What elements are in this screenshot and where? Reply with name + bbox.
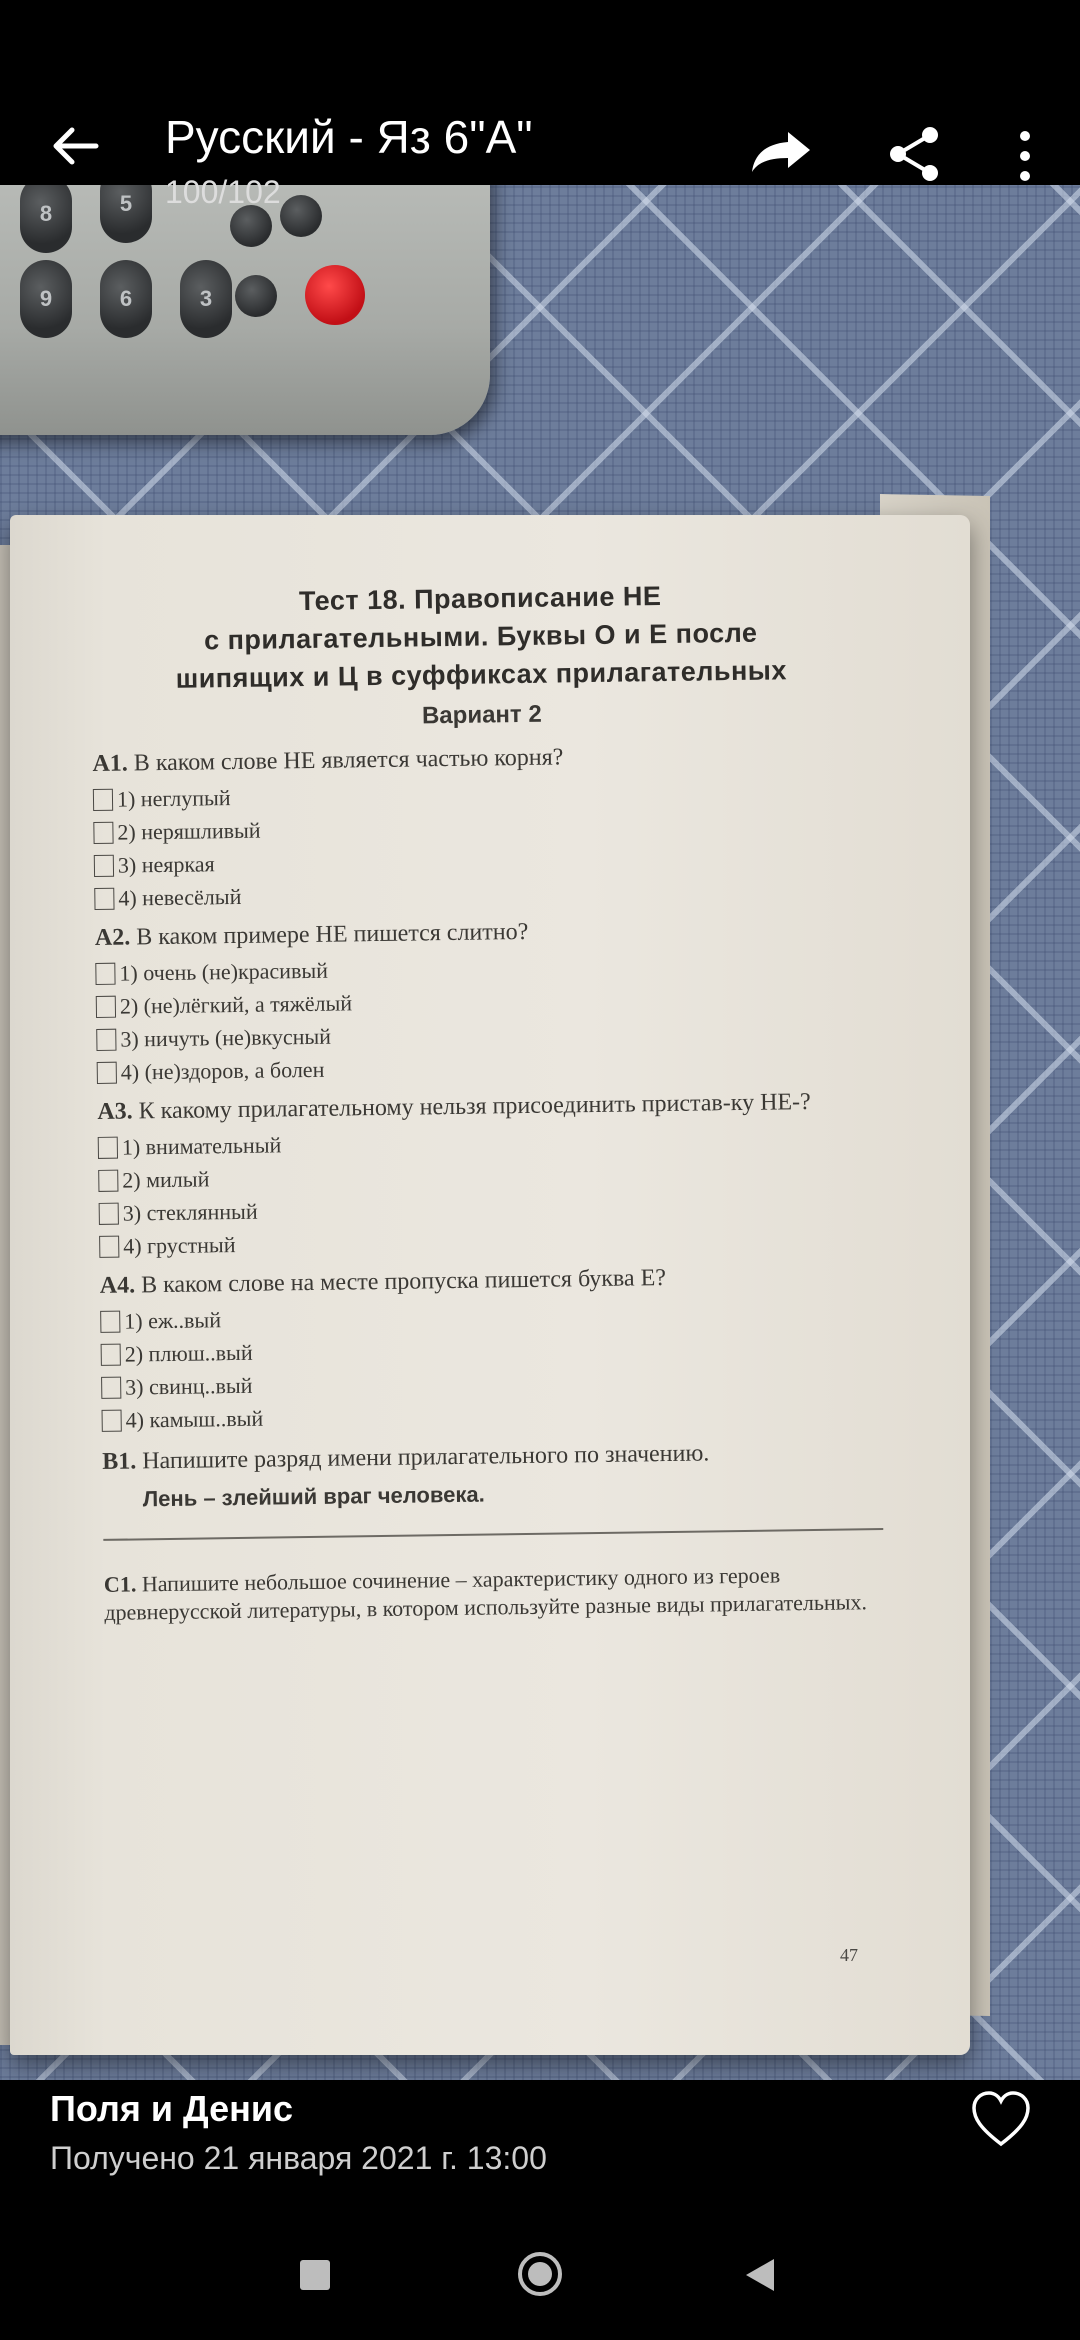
image-counter: 100/102 (165, 174, 281, 210)
share-icon[interactable] (888, 126, 940, 182)
answer-option[interactable]: 2) неряшливый (93, 805, 873, 849)
question-id: A3. (97, 1098, 133, 1125)
question-text: В каком слове НЕ является частью корня? (133, 744, 564, 777)
answer-option[interactable]: 1) еж..вый (100, 1294, 880, 1338)
question-text: Напишите разряд имени прилагательного по значению. (142, 1440, 710, 1475)
home-button[interactable] (516, 2250, 564, 2298)
checkbox[interactable] (102, 1409, 122, 1431)
checkbox[interactable] (99, 1235, 119, 1257)
checkbox[interactable] (93, 821, 113, 843)
answer-option[interactable]: 1) очень (не)красивый (95, 946, 875, 990)
question-id: B1. (102, 1448, 137, 1475)
checkbox[interactable] (99, 1202, 119, 1224)
test-title (90, 574, 872, 699)
checkbox[interactable] (94, 854, 114, 876)
question-id: A2. (94, 924, 131, 951)
chat-title: Русский - Яз 6"А" (165, 111, 533, 163)
question-c1 (104, 1560, 885, 1627)
answer-option[interactable]: 2) милый (98, 1153, 878, 1197)
remote-control (0, 185, 490, 435)
checkbox[interactable] (95, 962, 115, 984)
question-text: В каком примере НЕ пишется слитно? (136, 918, 529, 951)
page-number: 47 (840, 1945, 858, 1965)
remote-red-button (305, 265, 365, 325)
checkbox[interactable] (101, 1376, 121, 1398)
answer-option[interactable]: 4) камыш..вый (101, 1393, 881, 1437)
question-id: C1. (103, 1570, 137, 1597)
answer-option[interactable]: 3) свинц..вый (101, 1360, 881, 1404)
remote-key: 8 (20, 185, 72, 253)
question-text: К какому прилагательному нельзя присоединить пристав-ку НЕ-? (138, 1088, 811, 1125)
variant-label: Вариант 2 (421, 700, 542, 730)
checkbox[interactable] (96, 1028, 116, 1050)
answer-option[interactable]: 3) неяркая (94, 838, 874, 882)
remote-key: 3 (180, 260, 232, 338)
b1-example-sentence: Лень – злейший враг человека. (142, 1481, 485, 1512)
checkbox[interactable] (94, 887, 114, 909)
remote-key: 5 (100, 185, 152, 243)
checkbox[interactable] (96, 995, 116, 1017)
answer-option[interactable]: 3) ничуть (не)вкусный (96, 1012, 876, 1056)
question-b1 (102, 1436, 882, 1477)
remote-button (235, 275, 277, 317)
checkbox[interactable] (98, 1169, 118, 1191)
checkbox[interactable] (93, 788, 113, 810)
checkbox[interactable] (101, 1343, 121, 1365)
question-text: Напишите небольшое сочинение – характеристику одного из героев древнерусской литературы, в котором используйте разные виды прилагательных. (104, 1561, 868, 1625)
question-id: A1. (92, 750, 129, 777)
sender-name: Поля и Денис (50, 2088, 293, 2129)
remote-key: 9 (20, 260, 72, 338)
checkbox[interactable] (98, 1136, 118, 1158)
recent-apps-button[interactable] (300, 2260, 330, 2290)
test-title-line: шипящих и Ц в суффиксах прилагательных (175, 655, 788, 694)
answer-option[interactable]: 4) грустный (99, 1219, 879, 1263)
received-timestamp: Получено 21 января 2021 г. 13:00 (50, 2140, 547, 2176)
answer-option[interactable]: 1) неглупый (93, 772, 873, 816)
more-options-icon[interactable] (1010, 126, 1040, 186)
page-content (90, 574, 884, 1626)
answer-option[interactable]: 2) (не)лёгкий, а тяжёлый (96, 979, 876, 1023)
question-text: В каком слове на месте пропуска пишется буква Е? (140, 1265, 667, 1299)
checkbox[interactable] (97, 1061, 117, 1083)
answer-option[interactable]: 2) плюш..вый (101, 1327, 881, 1371)
answer-option[interactable]: 1) внимательный (98, 1120, 878, 1164)
checkbox[interactable] (100, 1310, 120, 1332)
answer-option[interactable]: 4) (не)здоров, а болен (97, 1045, 877, 1089)
back-arrow-icon[interactable] (50, 126, 100, 166)
forward-icon[interactable] (748, 128, 814, 174)
answer-option[interactable]: 3) стеклянный (99, 1186, 879, 1230)
question-id: A4. (99, 1272, 136, 1299)
divider (103, 1528, 883, 1540)
answer-option[interactable]: 4) невесёлый (94, 871, 874, 915)
remote-key: 6 (100, 260, 152, 338)
remote-button (280, 195, 322, 237)
heart-icon[interactable] (970, 2090, 1032, 2148)
test-title-line: с прилагательными. Буквы О и Е после (203, 617, 758, 656)
remote-button (230, 205, 272, 247)
nav-back-button[interactable] (742, 2255, 778, 2295)
test-title-line: Тест 18. Правописание НЕ (298, 581, 662, 617)
